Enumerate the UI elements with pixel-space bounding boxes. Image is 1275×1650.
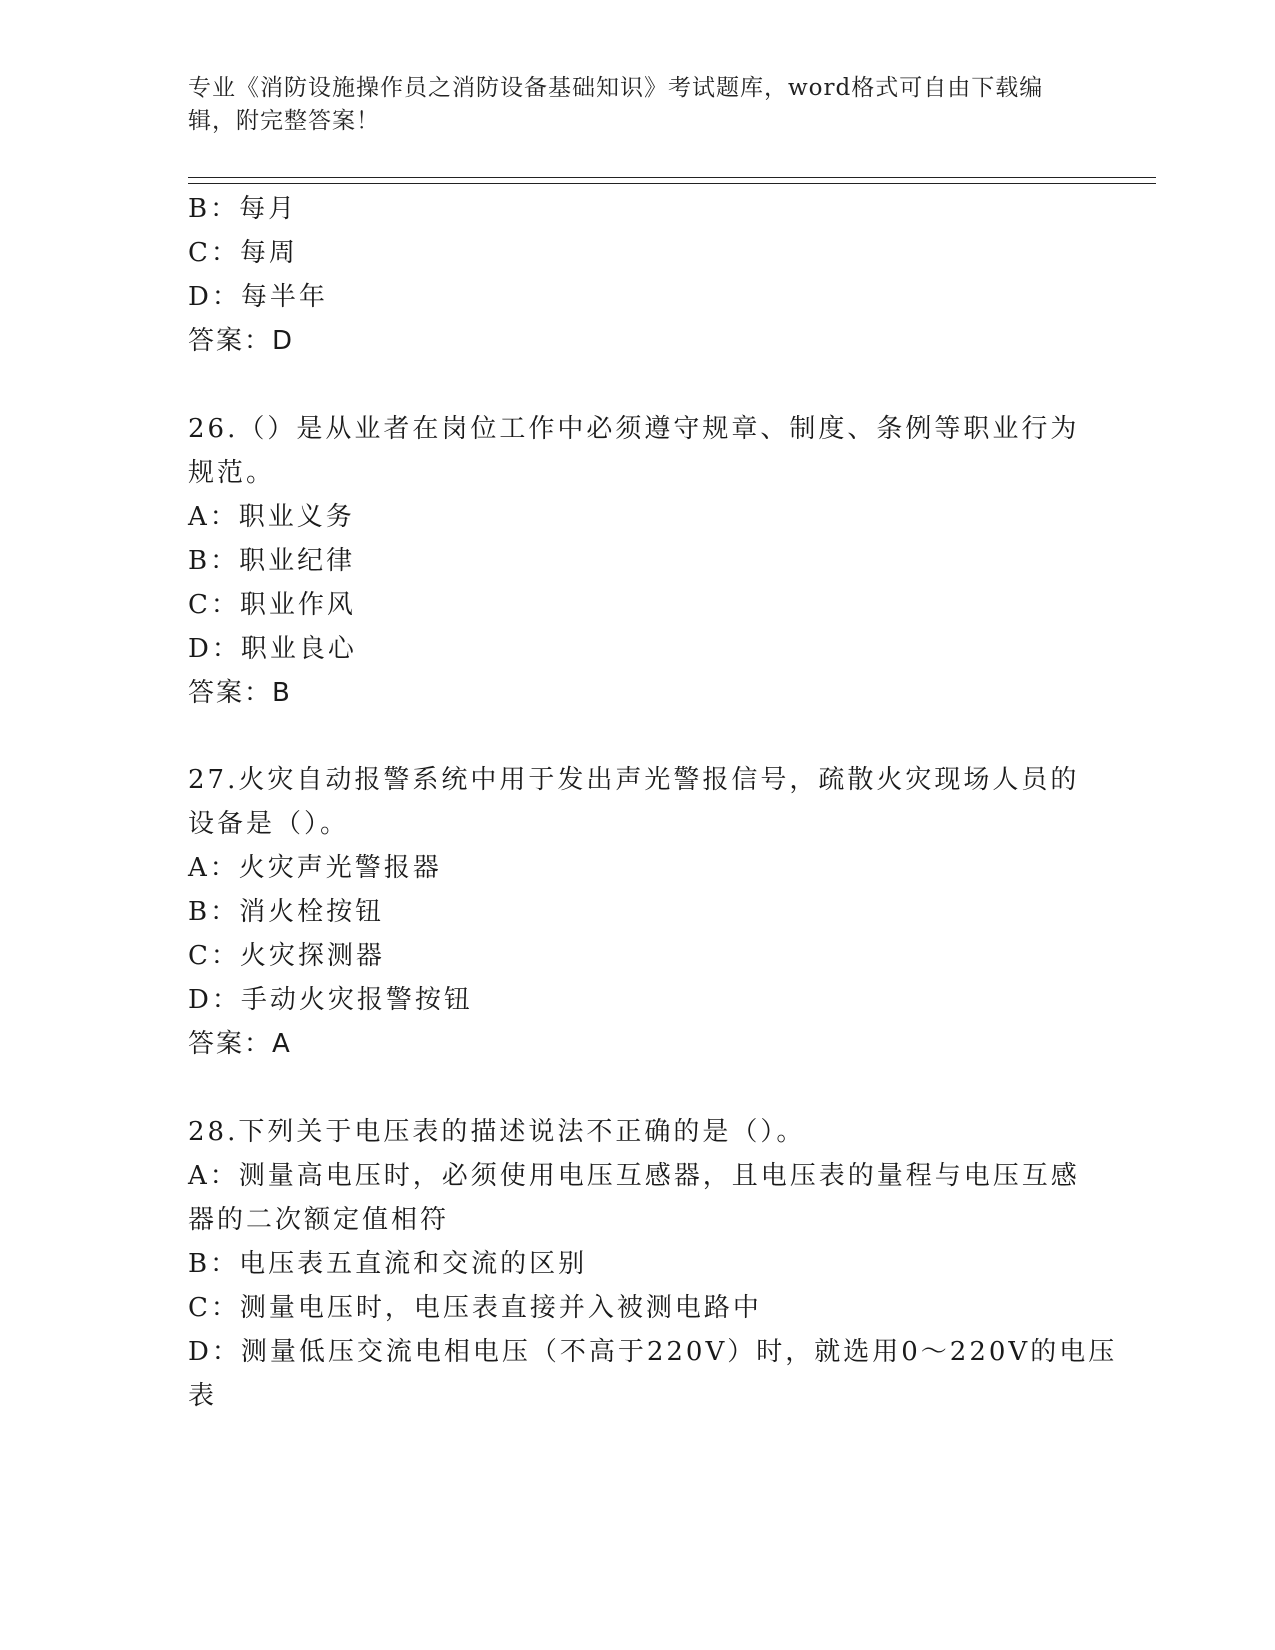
q27-question-line-2: 设备是（）。 bbox=[188, 809, 350, 839]
q27-option-b: B：消火栓按钮 bbox=[188, 897, 385, 927]
q28-question-line-1: 28.下列关于电压表的描述说法不正确的是（）。 bbox=[188, 1117, 806, 1147]
q25-answer: 答案：D bbox=[188, 326, 295, 356]
q26-option-a: A：职业义务 bbox=[188, 502, 355, 532]
header-line-2: 辑，附完整答案！ bbox=[188, 108, 380, 134]
q26-option-c: C：职业作风 bbox=[188, 590, 356, 620]
header-rule-bottom bbox=[188, 183, 1156, 184]
q26-question-line-1: 26.（）是从业者在岗位工作中必须遵守规章、制度、条例等职业行为 bbox=[188, 414, 1080, 444]
q26-answer: 答案：B bbox=[188, 678, 292, 708]
q28-option-a-line-2: 器的二次额定值相符 bbox=[188, 1205, 450, 1235]
header-line-1: 专业《消防设施操作员之消防设备基础知识》考试题库，word格式可自由下载编 bbox=[188, 75, 1044, 101]
q27-option-c: C：火灾探测器 bbox=[188, 941, 385, 971]
q25-option-c: C：每周 bbox=[188, 238, 298, 268]
document-header bbox=[188, 72, 1068, 138]
q26-option-b: B：职业纪律 bbox=[188, 546, 356, 576]
q28-option-d-line-1: D：测量低压交流电相电压（不高于220V）时，就选用0～220V的电压 bbox=[188, 1337, 1118, 1367]
q26-option-d: D：职业良心 bbox=[188, 634, 357, 664]
q27-option-d: D：手动火灾报警按钮 bbox=[188, 985, 473, 1015]
header-rule-top bbox=[188, 177, 1156, 178]
q27-answer: 答案：A bbox=[188, 1029, 292, 1059]
q26-question-line-2: 规范。 bbox=[188, 458, 276, 488]
q28-option-d-line-2: 表 bbox=[188, 1381, 218, 1411]
q25-option-d: D：每半年 bbox=[188, 282, 328, 312]
q28-option-b: B：电压表五直流和交流的区别 bbox=[188, 1249, 588, 1279]
q28-option-c: C：测量电压时，电压表直接并入被测电路中 bbox=[188, 1293, 762, 1323]
q27-option-a: A：火灾声光警报器 bbox=[188, 853, 442, 883]
q27-question-line-1: 27.火灾自动报警系统中用于发出声光警报信号，疏散火灾现场人员的 bbox=[188, 765, 1080, 795]
q25-option-b: B：每月 bbox=[188, 194, 298, 224]
q28-option-a-line-1: A：测量高电压时，必须使用电压互感器，且电压表的量程与电压互感 bbox=[188, 1161, 1080, 1191]
